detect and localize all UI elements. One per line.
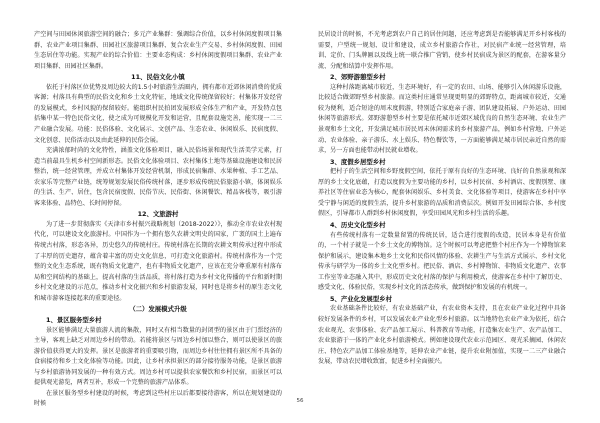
section-heading: 11、民俗文化小镇 <box>131 73 185 82</box>
section-heading: 3、度假乡居型乡村 <box>330 157 386 166</box>
section-heading: 12、文旅游村 <box>137 210 179 219</box>
section-heading: 1、景区服务型乡村 <box>46 315 102 324</box>
section-heading: 5、产业化发展型乡村 <box>330 294 392 303</box>
paragraph: 依托于村落区位优势及周边较大的1.5小时旅游生活圈内，拥有都市近郊休闲消费的优质客源；村落具有典型的民俗文化和乡土文化特征，地域文化传统保留较好；村集体开发经营的发展模式，乡村风貌的保留较好。能组织村民拍团发展形成全体生产和产业，开发特点包括集中某一特色民俗文化，使之成为可规模化开发和运营，且配套设施完善，能实现一二三产业融合发展。功能：民俗体验、文化展示、文创产品、生态农业、休闲娱乐、民宿度假、文化创意、民俗活动以及由此延伸的民俗会展。 <box>34 83 282 144</box>
paragraph: 民居设计的时候，不光考虑到农户自己的居住问题，还应考虑到是否能够满足开乡村客栈的需要，户型统一规划、设计和建设，成立乡村旅游合作社，对民宿产业统一经营管理，培训、定价、门头牌匾以及线上统一联合推广营销，使乡村民宿成为景区的配套，在游客量分流、分配和结算中发挥作用。 <box>318 31 566 70</box>
left-column <box>34 30 282 410</box>
paragraph: 充满浓郁时尚的文化特性，涵盖文化体验项目，融入民俗场景和现代生活美学元素，打造当前最具生机乡村空间新形态。民俗文化体验项目、农村集体土地等基础设施建设和民居整治，统一经营管理，并成立村集体开发经营机制，形成民宿集群、水果种植、手工艺品、农家乐等完整产业链，统筹规划发展民俗传统村落，逐步形成传统民俗旅游小镇，体闲娱乐的生活、生产、居住，包含民宿度假、民俗节庆、民俗街、休闲餐饮、精品客栈等，吸引游客来体验、品特色、长时间停留。 <box>34 147 282 207</box>
right-column <box>318 30 566 368</box>
paragraph: 农业基础条件比较好，有农业基础产业，有农业资本支持，且在农业产业化过程中具备较好发展条件的乡村，可以发展农业产业化型乡村旅游。以当地特色农业产业为依托，结合农业观光、农事体验、农产品加工展示、科普教育等功能，打造集农业生产、农产品加工、农业旅游于一体的产业化乡村旅游模式。例如建设现代农业示范园区、观光采摘园、休闲农庄、特色农产品加工体验基地等，延伸农业产业链，提升农业附加值，实现一二三产业融合发展，带动农民增收致富，促进乡村全面振兴。 <box>318 305 566 366</box>
section-heading: 2、郊野游憩型乡村 <box>330 73 386 82</box>
section-heading: 4、历史文化型乡村 <box>330 220 386 229</box>
page-number: 56 <box>296 398 304 404</box>
paragraph: 这种村落距离城市较近，生态环境好，有一定的农田、山场、能够引入休闲游乐设施，比较适合做郊野型乡村旅游。而这类村庄通常呈现更明显的郊野特点，距离城市较近，交通较为便利，适合短途的周末度假游，特别适合家庭亲子游、团队建设拓展、户外运动、田园休闲等旅游形式。郊野游憩型乡村主要是依托城市近郊区域优良的自然生态环境、农业生产景观和乡土文化，开发满足城市居民周末休闲需求的乡村旅游产品，例如乡村营地、户外运动、农业体验、亲子游乐、水上娱乐、特色餐饮等，一方面能够满足城市居民亲近自然的需求，另一方面也能带动村民就业增收。 <box>318 83 566 155</box>
section-heading: （二）发展模式升级 <box>129 305 187 314</box>
paragraph: 景区能够满足大量旅游人流的集散，同时又有相当数量的封闭型的景区由于门票经济的主导，客观上缺乏对周边乡村的带动。若能将景区与周边乡村加以整合，则可以使景区的旅游价值获得更大的发挥。景区是旅游者的重要吸引物，而周边乡村往往拥有景区所不具备的食宿接待和乡土文化体验等功能。因此，让乡村承担景区的部分接待服务功能，是景区旅游与乡村旅游协同发展的一种有效方式。周边乡村可以提供农家餐饮和乡村民宿，而景区可以提供观光游览，两者互补，形成一个完整的旅游产品体系。 <box>34 326 282 387</box>
paragraph: 把村子的生活空间和乡野度假空间，依托于原有良好的生态环境、良好的自然景观和深厚的乡土文化底蕴，打造以度假为主要功能的乡村，以乡村民宿、乡村酒店、度假别墅、康养社区等住宿业态为核心，配套休闲娱乐、乡村美食、文化体验等项目，使游客在乡村中享受宁静与闲适的度假生活，提升乡村旅游的品质和消费层次。例如开发田园综合体、乡村度假区，引导都市人群到乡村休闲度假，享受田园风光和乡村生活的乐趣。 <box>318 168 566 218</box>
paragraph: 为了进一步贯彻落实《天津市乡村振兴战略规划（2018-2022）》，推动全市农业农村现代化，可以建设文化旅游村。中国作为一个拥有悠久农耕文明史的国家，广袤的国土上遍布传统古村落，形态各异，历史悠久的传统村庄。传统村落在长期的农耕文明传承过程中形成了丰厚的历史遗存，蕴含着丰富的历史文化信息，可打造文化旅游村。传统村落作为一个完整的文化生态系统，既有物质文化遗产，也有非物质文化遗产，应该在充分尊重原有村落布局和空间结构的基础上，提高村落的生活品质，将村落打造为乡村文化传播的平台和新时期乡村文化建设的示范点，推动乡村文化振兴和乡村旅游发展，同时也是将乡村的原生态文化和城市游客连接起来的重要途径。 <box>34 220 282 302</box>
paragraph: 产空间与田园休闲旅游空间的融合；多元产业集群：强调综合价值，以乡村休闲度假项目集群、农业产业项目集群、田园社区旅游项目集群、复合农业生产交易、乡村休闲度假、田园生态居住等功能。实现产业的综合价值：主要业态构成：乡村休闲度假项目集群、农业产业项目集群、田园社区集群。 <box>34 31 282 70</box>
paragraph: 在景区服务型乡村建设的时候，考虑到这些村庄以后都要接待游客，所以在规划建设的时候 <box>34 389 282 408</box>
paragraph: 有些传统村落有一定数量留置的传统民居，适合进行度假的改造，民居本身是有价值的，一个村子就是一个乡土文化的博物馆。这个时候可以考虑把整个村庄作为一个博物馆来保护和展示，建设集本地乡土文化和民俗风情的体验、农耕生产与生活方式展示、乡村文化传承与研学为一体的乡土文化型乡村。把民俗、酒店、乡村博物馆、非物质文化遗产、农事工作室等业态融入其中，形成历史文化村落的保护与利用模式，使游客在乡村中了解历史、感受文化、体验民俗，实现乡村文化的活态传承，做到保护和发展的有机统一。 <box>318 231 566 292</box>
